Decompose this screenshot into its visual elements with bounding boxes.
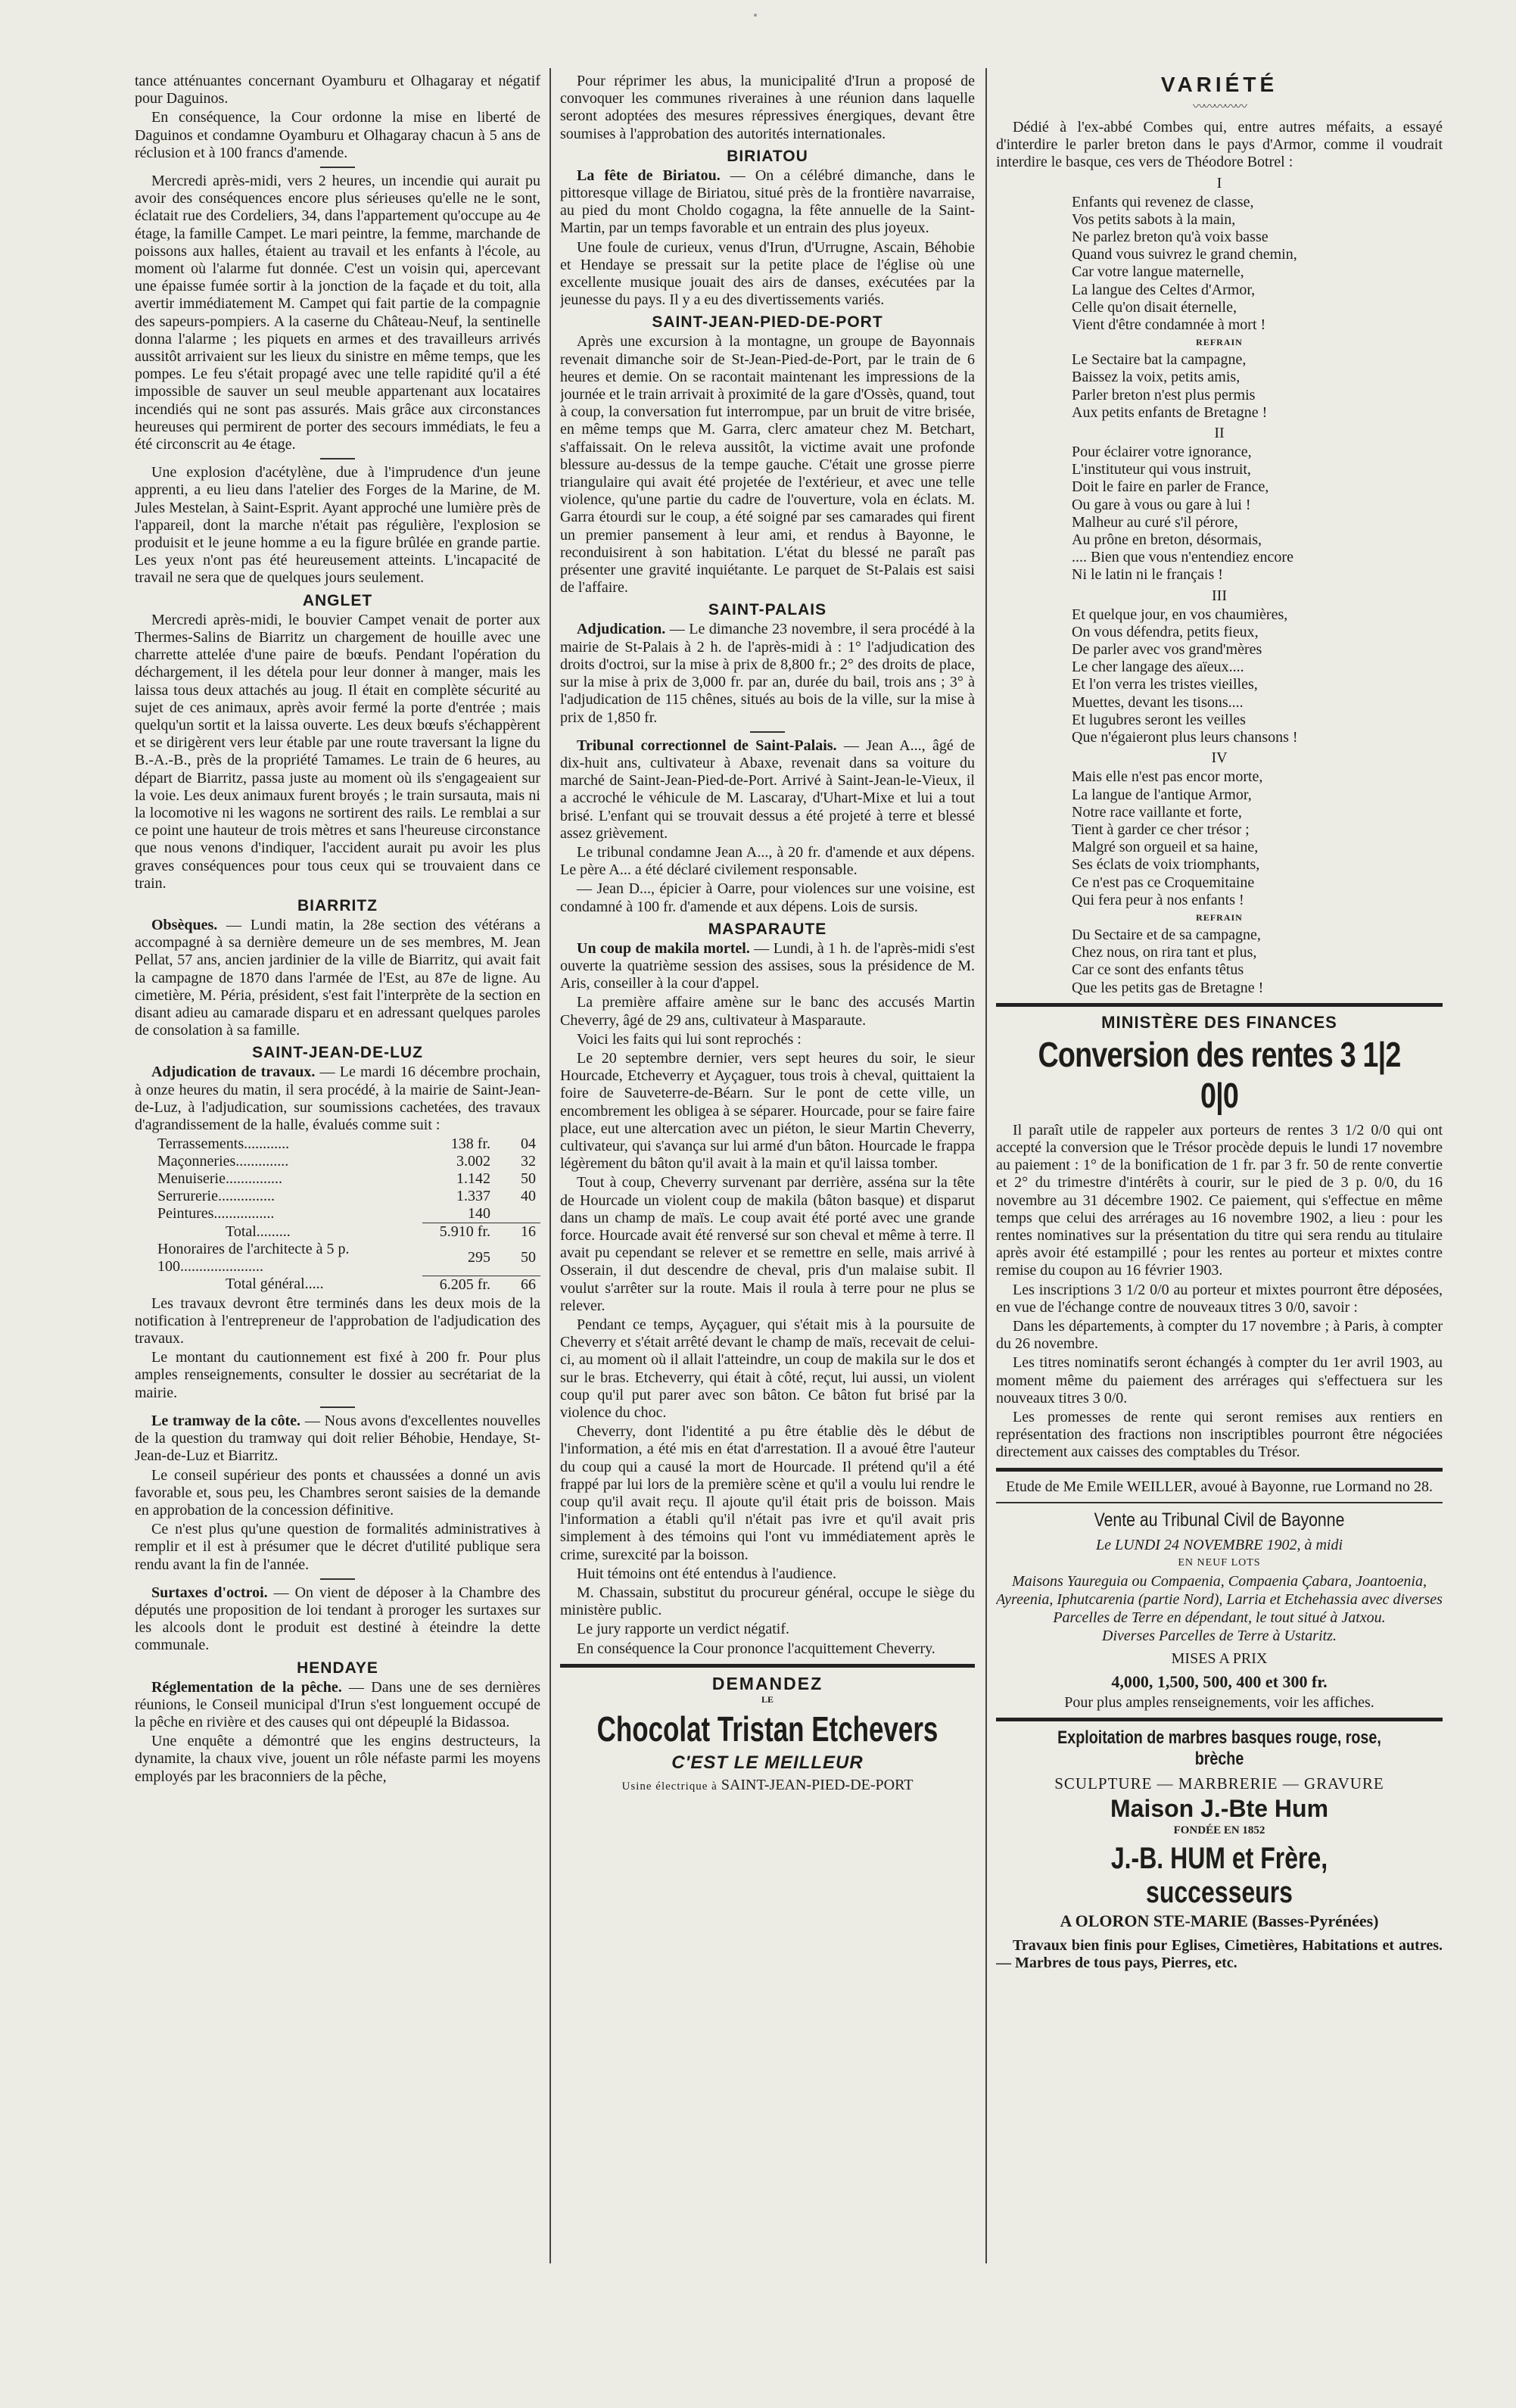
mises-values: 4,000, 1,500, 500, 400 et 300 fr. [1111, 1671, 1328, 1691]
article-text: — Le mardi 16 décembre prochain, à onze heures du matin, il sera procédé, à la mairie de Saint-Jean-de-Luz, à l'adjudication, sur soumissions cachetées, des travaux d'agrandissement de la halle, évalués comme suit : [135, 1064, 540, 1133]
poem-stanza [1072, 444, 1443, 584]
etude-notice: Etude de Me Emile WEILLER, avoué à Bayonne, rue Lormand no 28. [1006, 1478, 1433, 1495]
table-cell: Menuiserie............... [157, 1170, 282, 1188]
separator [320, 458, 355, 459]
column-rule [985, 68, 987, 2263]
ad-factory-label: Usine électrique à [621, 1780, 718, 1793]
article-lead: Surtaxes d'octroi. [151, 1584, 268, 1601]
article-paragraph: Il paraît utile de rappeler aux porteurs de rentes 3 1/2 0/0 qui ont accepté la conversion que le Trésor procède depuis le lundi 17 novembre au paiement : 1° de la bonification de 1 fr. par 3 fr. 50 de rente convertie et 2° du trimestre d'intérêts à courir, sur le pied de 3 p. 0/0, du 16 novembre au 31 décembre 1902. Ce paiement, qui s'effectue en même temps que celui des arrérages au 16 novembre 1902, a lieu : pour les rentes nominatives sur la présentation du titre qui sera rendu au titulaire après avoir été estampillé ; pour les rentes au porteur et mixtes contre remise du coupon au 16 février 1903. [996, 1121, 1443, 1279]
article-text: — Jean A..., âgé de dix-huit ans, cultivateur à Abaxe, revenait dans sa voiture du marché de Saint-Jean-Pied-de-Port. Arrivé à Saint-Jean-le-Vieux, il a accroché le véhicule de M. Lascaray, d'Uhart-Mixe et lui a tout brisé. L'enfant qui se trouvait dessus a été projeté à terre et blessé assez grièvement. [560, 737, 975, 842]
table-cell: 5.910 fr. [422, 1223, 490, 1241]
poem-refrain [1072, 351, 1443, 422]
poem-line: Chez nous, on rira tant et plus, [1072, 944, 1257, 961]
poem-line: Que n'égaieront plus leurs chansons ! [1072, 729, 1298, 746]
article-lead: Adjudication de travaux. [151, 1064, 316, 1081]
poem-line: Le Sectaire bat la campagne, [1072, 351, 1247, 369]
article-paragraph: Le tribunal condamne Jean A..., à 20 fr. d'amende et aux dépens. Le père A... a été déclaré civilement responsable. [560, 843, 975, 879]
poem-line: Baissez la voix, petits amis, [1072, 369, 1241, 386]
variete-heading: VARIÉTÉ [1160, 73, 1278, 96]
section-heading: HENDAYE [297, 1659, 378, 1677]
section-heading: BIARRITZ [297, 896, 378, 914]
article-lead: Un coup de makila mortel. [577, 939, 750, 957]
ad-tagline: C'EST LE MEILLEUR [671, 1752, 864, 1773]
table-cell: Total général..... [226, 1276, 324, 1293]
ad-factory-place: SAINT-JEAN-PIED-DE-PORT [721, 1776, 914, 1793]
advertisement-rule [560, 1664, 975, 1668]
article-text: — Nous avons d'excellentes nouvelles de la question du tramway qui doit relier Béhobie, Hendaye, St-Jean-de-Luz et Biarritz. [135, 1412, 540, 1465]
table-cell: 138 fr. [450, 1135, 490, 1153]
table-cell: Peintures................ [157, 1205, 275, 1223]
ad-factory [560, 1777, 975, 1794]
marble-ad-heading: Exploitation de marbres basques rouge, rose, brèche [1057, 1727, 1381, 1769]
article-paragraph [135, 1584, 540, 1655]
poem-line: Celle qu'on disait éternelle, [1072, 298, 1237, 316]
article-paragraph: Dans les départements, à compter du 17 novembre ; à Paris, à compter du 26 novembre. [996, 1317, 1443, 1353]
poem-line: Doit le faire en parler de France, [1072, 478, 1269, 496]
table-cell: 50 [521, 1249, 536, 1266]
table-cell: 32 [521, 1153, 536, 1170]
table-cell: Serrurerie............... [157, 1188, 275, 1205]
article-paragraph: Les travaux devront être terminés dans les deux mois de la notification à l'entrepreneur de l'approbation de l'adjudication des travaux. [135, 1294, 540, 1347]
article-paragraph: Les inscriptions 3 1/2 0/0 au porteur et mixtes pourront être déposées, en vue de l'échange contre de nouveaux titres 3 0/0, savoir : [996, 1281, 1443, 1316]
article-paragraph: Les titres nominatifs seront échangés à compter du 1er avril 1903, au moment même du paiement des arrérages qui s'effectuera sur les nouveaux titres 3 0/0. [996, 1354, 1443, 1406]
table-cell: 40 [521, 1188, 536, 1205]
poem-line: Parler breton n'est plus permis [1072, 386, 1256, 403]
section-heading: SAINT-PALAIS [708, 601, 827, 619]
column-2 [560, 73, 975, 2253]
table-row [135, 1241, 540, 1276]
section-heading: ANGLET [302, 591, 373, 609]
conversion-headline: Conversion des rentes 3 1|2 0|0 [1038, 1034, 1401, 1115]
poem-line: Car votre langue maternelle, [1072, 263, 1244, 281]
stanza-number: III [1212, 587, 1227, 604]
ad-article: LE [761, 1693, 774, 1705]
marble-ad-founded: FONDÉE EN 1852 [1173, 1824, 1265, 1836]
ad-brand: Chocolat Tristan Etchevers [596, 1709, 939, 1749]
poem-line: Pour éclairer votre ignorance, [1072, 444, 1252, 461]
article-paragraph: Une enquête a démontré que les engins destructeurs, la dynamite, la chaux vive, jouent un rôle néfaste parmi les moyens employés par les braconniers de la pêche, [135, 1733, 540, 1785]
poem-line: Et quelque jour, en vos chaumières, [1072, 606, 1288, 623]
article-text: — Lundi, à 1 h. de l'après-midi s'est ouverte la quatrième session des assises, sous la présidence de M. Aris, conseiller à la cour d'appel. [560, 939, 975, 992]
vente-lots: EN NEUF LOTS [1178, 1556, 1261, 1568]
poem-line: Ne parlez breton qu'à voix basse [1072, 229, 1269, 246]
marble-ad-successors: J.-B. HUM et Frère, successeurs [1110, 1841, 1328, 1909]
table-row [135, 1135, 540, 1153]
poem-line: La langue de l'antique Armor, [1072, 786, 1252, 803]
poem-line: On vous défendra, petits fieux, [1072, 623, 1259, 640]
vente-parcelles: Diverses Parcelles de Terre à Ustaritz. [1102, 1627, 1337, 1644]
article-paragraph [135, 1064, 540, 1134]
vente-maisons: Maisons Yaureguia ou Compaenia, Compaenia Çabara, Joantoenia, Ayreenia, Iphutcarenia (partie Nord), Larria et Etchehassia avec diverses Parcelles de Terre en dépendant, le tout situé à Jatxou. [996, 1572, 1443, 1626]
mises-label: MISES A PRIX [1171, 1649, 1268, 1667]
table-cell: 50 [521, 1170, 536, 1188]
article-paragraph: Après une excursion à la montagne, un groupe de Bayonnais revenait dimanche soir de St-Jean-Pied-de-Port, par le train de 6 heures et demie. On se racontait maintenant les impressions de la journée et le train arrivait à proximité de la gare d'Ossès, quand, tout à coup, la conversation fut interrompue, par un bruit de vitre brisée, en même temps que M. Garra, clerc amateur chez M. Betchart, s'affaissait. On le releva aussitôt, la victime avait une profonde blessure au-dessus de la tempe gauche. C'était une grosse pierre triangulaire qui avait été projetée de l'extérieur, et avec une telle violence, qu'une partie du cadre de l'ouverture, vola en éclats. M. Garra étourdi sur le coup, a été soigné par ses camarades qui firent un premier pansement à leur ami, et rendus à Bayonne, le reconduisirent à son habitation. L'état du blessé ne paraît pas présenter une gravité inquiétante. Le parquet de St-Palais est saisi de l'affaire. [560, 333, 975, 597]
section-rule [996, 1468, 1443, 1472]
poem-line: Mais elle n'est pas encor morte, [1072, 768, 1263, 786]
poem-line: Aux petits enfants de Bretagne ! [1072, 403, 1268, 421]
table-cell: 1.142 [456, 1170, 490, 1188]
vente-renseignements: Pour plus amples renseignements, voir les affiches. [1064, 1693, 1374, 1711]
table-cell: Honoraires de l'architecte à 5 p. 100...................... [157, 1241, 350, 1276]
article-paragraph: Voici les faits qui lui sont reprochés : [577, 1030, 802, 1048]
section-rule [996, 1003, 1443, 1007]
poem-line: Qui fera peur à nos enfants ! [1072, 891, 1244, 908]
article-text: — On a célébré dimanche, dans le pittoresque village de Biriatou, situé près de la frontière navarraise, au pied du mont Choldo cogagna, la fête annuelle de la Saint-Martin, par un temps favorable et un entrain des plus joyeux. [560, 167, 975, 237]
ministere-heading: MINISTÈRE DES FINANCES [1101, 1012, 1337, 1032]
article-paragraph [560, 940, 975, 993]
article-paragraph: Les promesses de rente qui seront remises aux rentiers en représentation des fractions non inscriptibles pourront être négociées directement aux caisses des comptables du Trésor. [996, 1408, 1443, 1461]
table-row [135, 1153, 540, 1170]
table-cell [490, 1205, 540, 1223]
article-paragraph: Pour réprimer les abus, la municipalité d'Irun a proposé de convoquer les communes riveraines à une réunion dans laquelle seront adoptées des mesures répressives énergiques, devant être soumises à l'approbation des autorités internationales. [560, 73, 975, 142]
article-paragraph [135, 1679, 540, 1732]
table-row [135, 1223, 540, 1241]
poem-line: Notre race vaillante et forte, [1072, 803, 1242, 821]
article-text: — On vient de déposer à la Chambre des députés une proposition de loi tendant à proroger les surtaxes sur les alcools dont le produit est destiné à éteindre la dette communale. [135, 1584, 540, 1654]
separator [750, 731, 785, 733]
table-cell: Maçonneries.............. [157, 1153, 289, 1170]
table-cell: 16 [490, 1223, 540, 1241]
table-cell: 04 [521, 1135, 536, 1153]
poem-line: Tient à garder ce cher trésor ; [1072, 821, 1250, 838]
poem-stanza [1072, 768, 1443, 909]
article-paragraph: M. Chassain, substitut du procureur général, occupe le siège du ministère public. [560, 1584, 975, 1619]
article-paragraph [560, 621, 975, 726]
table-cell: Total......... [226, 1223, 291, 1240]
marble-ad-services: SCULPTURE — MARBRERIE — GRAVURE [1054, 1774, 1384, 1793]
article-paragraph: Mercredi après-midi, le bouvier Campet venait de porter aux Thermes-Salins de Biarritz un chargement de houille avec une charrette attelée d'une paire de bœufs. Pendant l'opération du déchargement, il les détela pour leur donner à manger, mais les laissa tous deux attachés au joug. Il était en complète sécurité au sujet de ces animaux, après avoir fermé la porte d'entrée ; mais quelqu'un sortit et la laissa ouverte. Les deux bœufs s'échappèrent et se dirigèrent vers leur étable par une route traversant la ligne du B.-A.-B., près de la propriété Tamames. Le train de 6 heures, au départ de Biarritz, passa juste au moment où ils s'engageaient sur la voie. Les deux animaux furent broyés ; le train sursauta, mais ni la locomotive ni les wagons ne sortirent des rails. Le remblai a sur ce point une hauteur de trois mètres et sans l'heureuse circonstance que nous venons d'indiquer, l'accident aurait pu avoir les plus graves conséquences pour tous ceux qui se trouvaient dans ce train. [135, 611, 540, 892]
article-lead: Réglementation de la pêche. [151, 1678, 342, 1696]
poem-line: Au prône en breton, désormais, [1072, 531, 1262, 549]
article-paragraph: Une foule de curieux, venus d'Irun, d'Urrugne, Ascain, Béhobie et Hendaye se pressait sur la petite place de l'église où une excellente musique jouait des airs de danses, exécutées par la jeunesse du pays. Il y a eu des divertissements variés. [560, 238, 975, 309]
marble-ad-house: Maison J.-Bte Hum [1110, 1794, 1329, 1822]
article-paragraph: En conséquence, la Cour ordonne la mise en liberté de Daguinos et condamne Oyamburu et Olhagaray chacun à 5 ans de réclusion et à 100 francs d'amende. [135, 109, 540, 161]
article-paragraph: Une explosion d'acétylène, due à l'imprudence d'un jeune apprenti, a eu lieu dans l'atelier des Forges de la Marine, de M. Jules Mestelan, à Saint-Esprit. Ayant approché une lumière près de l'appareil, dont la marche n'était pas régulière, l'explosion se produisit et le jeune homme a eu la figure brûlée en grande partie. Les yeux n'ont pas été heureusement atteints. L'incapacité de travail ne sera que de quelques jours seulement. [135, 464, 540, 587]
table-cell: Terrassements............ [157, 1135, 290, 1153]
article-paragraph: Pendant ce temps, Ayçaguer, qui s'était mis à la poursuite de Cheverry et s'était arrêté devant le champ de maïs, recevait de celui-ci, au moment où il allait l'atteindre, un coup de makila sur le dos et sur le bras. Etcheverry, qui était à côté, reçut, lui aussi, un violent coup qu'il put parer avec son bâton. Ce bâton fut brisé par la violence du choc. [560, 1316, 975, 1422]
article-text: — Le dimanche 23 novembre, il sera procédé à la mairie de St-Palais à 2 h. de l'après-midi à : 1° l'adjudication des droits d'octroi, sur la mise à prix de 8,800 fr.; 2° des droits de place, sur la mise à prix de 3,000 fr. par an, durée du bail, trois ans ; 3° à l'adjudication de 115 chênes, situés au bois de la ville, sur la mise à prix de 1,850 fr. [560, 621, 975, 726]
page-speck [754, 14, 757, 17]
table-cell: 140 [468, 1205, 490, 1223]
cost-table [135, 1135, 540, 1294]
section-heading: BIRIATOU [727, 147, 808, 165]
poem-line: Quand vous suivrez le grand chemin, [1072, 246, 1297, 263]
poem-line: Muettes, devant les tisons.... [1072, 693, 1244, 711]
table-row [135, 1276, 540, 1294]
stanza-number: II [1214, 425, 1225, 442]
separator [320, 1406, 355, 1408]
section-heading: SAINT-JEAN-PIED-DE-PORT [652, 313, 883, 332]
poem-line: Et lugubres seront les veilles [1072, 711, 1246, 728]
article-paragraph: Dédié à l'ex-abbé Combes qui, entre autres méfaits, a essayé d'interdire le parler breton dans le pays d'Armor, comme il voudrait interdire le basque, ces vers de Théodore Botrel : [996, 119, 1443, 171]
article-lead: Adjudication. [577, 621, 666, 638]
article-paragraph: Tout à coup, Cheverry survenant par derrière, asséna sur la tête de Hourcade un violent coup de makila (bâton basque) et disparut dans un champ de maïs. Le coup avait été porté avec une grande force. Hourcade avait été renversé sur son cheval et même à terre. Il avait pu cependant se relever et se remettre en selle, mais arrivé à Osserain, il dut descendre de cheval, pris d'un malaise subit. Il voulut s'arrêter sur la route. Mais il roula à terre pour ne plus se relever. [560, 1174, 975, 1314]
poem-line: De parler avec vos grand'mères [1072, 641, 1262, 659]
article-paragraph [135, 1413, 540, 1466]
poem-line: .... Bien que vous n'entendiez encore [1072, 549, 1293, 566]
poem-line: Vos petits sabots à la main, [1072, 210, 1236, 228]
article-text: — Dans une de ses dernières réunions, le Conseil municipal d'Irun s'est longuement occupé de la pêche en rivière et des causes qui ont dépeuplé la Bidassoa. [135, 1678, 540, 1730]
table-cell: 6.205 fr. [422, 1276, 490, 1294]
article-paragraph [135, 917, 540, 1039]
poem-line: Ni le latin ni le français ! [1072, 566, 1223, 584]
poem-line: La langue des Celtes d'Armor, [1072, 281, 1256, 298]
marble-ad-location: A OLORON STE-MARIE (Basses-Pyrénées) [1060, 1911, 1379, 1930]
article-paragraph: Le 20 septembre dernier, vers sept heures du soir, le sieur Hourcade, Etcheverry et Ayçaguer, tous trois à cheval, quittaient la foire de Sauveterre-de-Béarn. Sur le pont de cette ville, un encombrement les obligea à se séparer. Hourcade, pour se faire faire place, eut une altercation avec un piéton, le sieur Martin Cheverry, cultivateur, qui s'avança sur lui armé d'un bâton. Hourcade le frappa légèrement du bâton qu'il avait à la main et qu'il laissa tomber. [560, 1049, 975, 1173]
vente-heading: Vente au Tribunal Civil de Bayonne [1094, 1509, 1345, 1531]
table-cell: 66 [490, 1276, 540, 1294]
article-paragraph: tance atténuantes concernant Oyamburu et Olhagaray et négatif pour Daguinos. [135, 73, 540, 107]
poem-line: Enfants qui revenez de classe, [1072, 193, 1254, 210]
poem-line: Vient d'être condamnée à mort ! [1072, 316, 1266, 334]
article-paragraph: En conséquence la Cour prononce l'acquittement Cheverry. [577, 1640, 935, 1657]
wavy-ornament: 〰〰〰〰〰 [1192, 101, 1246, 114]
article-paragraph: Le jury rapporte un verdict négatif. [577, 1621, 789, 1638]
poem-line: Du Sectaire et de sa campagne, [1072, 926, 1261, 943]
table-row [135, 1205, 540, 1223]
article-paragraph: Ce n'est plus qu'une question de formalités administratives à remplir et il est à présumer que le décret d'utilité publique sera rendu avant la fin de l'année. [135, 1521, 540, 1573]
vente-date: Le LUNDI 24 NOVEMBRE 1902, à midi [1095, 1536, 1343, 1553]
poem-line: Ses éclats de voix triomphants, [1072, 856, 1260, 874]
refrain-label: REFRAIN [1196, 911, 1243, 923]
poem-line: L'instituteur qui vous instruit, [1072, 461, 1251, 478]
column-1 [135, 73, 540, 2253]
poem-line: Ou gare à vous ou gare à lui ! [1072, 496, 1251, 513]
article-paragraph: Le conseil supérieur des ponts et chaussées a donné un avis favorable et, sous peu, les Chambres seront saisies de la demande en approbation de la concession définitive. [135, 1466, 540, 1519]
article-text: — Lundi matin, la 28e section des vétérans a accompagné à sa dernière demeure un de ses membres, M. Jean Pellat, 57 ans, ancien jardinier de la ville de Biarritz, qui avait fait la campagne de 1870 dans l'armée de l'Est, au 87e de ligne. Au cimetière, M. Péria, président, s'est fait l'interprète de la section en disant adieu au camarade disparu et en adressant quelques paroles de consolation à sa famille. [135, 916, 540, 1039]
poem-stanza [1072, 606, 1443, 747]
refrain-label: REFRAIN [1196, 337, 1243, 348]
poem-line: Et l'on verra les tristes vieilles, [1072, 676, 1258, 693]
article-paragraph: Le montant du cautionnement est fixé à 200 fr. Pour plus amples renseignements, consulter le dossier au secrétariat de la mairie. [135, 1349, 540, 1401]
article-lead: Obsèques. [151, 916, 218, 933]
poem-line: Malheur au curé s'il pérore, [1072, 513, 1238, 531]
table-cell: 3.002 [456, 1153, 490, 1170]
article-lead: Tribunal correctionnel de Saint-Palais. [577, 737, 837, 754]
article-lead: La fête de Biriatou. [577, 167, 721, 184]
poem-line: Malgré son orgueil et sa haine, [1072, 839, 1259, 856]
section-rule [996, 1502, 1443, 1503]
marble-ad-works: Travaux bien finis pour Eglises, Cimetières, Habitations et autres. — Marbres de tous pays, Pierres, etc. [996, 1936, 1443, 1971]
article-paragraph [560, 167, 975, 238]
stanza-number: IV [1211, 749, 1228, 767]
section-rule [996, 1718, 1443, 1721]
article-paragraph: Mercredi après-midi, vers 2 heures, un incendie qui aurait pu avoir des conséquences encore plus sérieuses qu'elle ne le sont, éclatait rue des Cordeliers, 34, dans l'appartement qu'occupe au 4e étage, la famille Campet. Le mari peintre, la femme, marchande de poissons aux halles, étaient au travail et les enfants à l'école, au moment où l'alarme fut donnée. C'est un voisin qui, apercevant une épaisse fumée sortir à la jonction de la façade et du toit, alla avertir immédiatement M. Campet qui fait partie de la compagnie des sapeurs-pompiers. A la caserne du Château-Neuf, la sentinelle donna l'alarme ; les piquets en armes et des travailleurs arrivés aussitôt arrivaient sur les lieux du sinistre en même temps, que les pompes. Le feu s'était propagé avec une telle rapidité qu'il a été impossible de sauver un seul meuble appartenant aux locataires incendiés qui ne sont pas assurés. Mais grâce aux circonstances heureuses qui permirent de porter des secours immédiats, le feu a été circonscrit au 4e étage. [135, 173, 540, 453]
article-paragraph: La première affaire amène sur le banc des accusés Martin Cheverry, âgé de 29 ans, cultivateur à Masparaute. [560, 994, 975, 1029]
article-paragraph: Huit témoins ont été entendus à l'audience. [577, 1565, 836, 1582]
poem-refrain [1072, 927, 1443, 997]
article-lead: Le tramway de la côte. [151, 1412, 301, 1429]
table-row [135, 1170, 540, 1188]
article-paragraph: — Jean D..., épicier à Oarre, pour violences sur une voisine, est condamné à 100 fr. d'amende et aux dépens. Lois de sursis. [560, 880, 975, 915]
column-3 [996, 73, 1443, 2253]
column-rule [549, 68, 551, 2263]
article-paragraph [560, 737, 975, 843]
poem-line: Ce n'est pas ce Croquemitaine [1072, 874, 1255, 891]
article-paragraph: Cheverry, dont l'identité a pu être établie dès le début de l'information, a été mis en état d'arrestation. Il a avoué être l'auteur du coup qui a causé la mort de Hourcade. Il prétend qu'il a été frappé par lui lors de la première scène et qu'il a voulu lui rendre le coup qu'il avait reçu. Il ajoute qu'il était pris de boisson. Mais l'information a établi qu'il n'était pas ivre et qu'il avait pris simplement à des témoins qui l'ont vu immédiatement après le crime, surexcité par la boisson. [560, 1423, 975, 1563]
poem-line: Le cher langage des aïeux.... [1072, 659, 1244, 676]
table-row [135, 1188, 540, 1205]
poem-stanza [1072, 194, 1443, 335]
ad-headline: DEMANDEZ [711, 1673, 823, 1693]
poem-line: Que les petits gas de Bretagne ! [1072, 979, 1264, 996]
chocolate-advertisement [560, 1674, 975, 1794]
section-heading: MASPARAUTE [708, 920, 827, 938]
stanza-number: I [1216, 174, 1222, 192]
separator [320, 167, 355, 168]
table-cell: 1.337 [456, 1188, 490, 1205]
table-cell: 295 [468, 1249, 490, 1266]
section-heading: SAINT-JEAN-DE-LUZ [252, 1044, 423, 1062]
separator [320, 1578, 355, 1580]
poem-line: Car ce sont des enfants têtus [1072, 961, 1244, 979]
